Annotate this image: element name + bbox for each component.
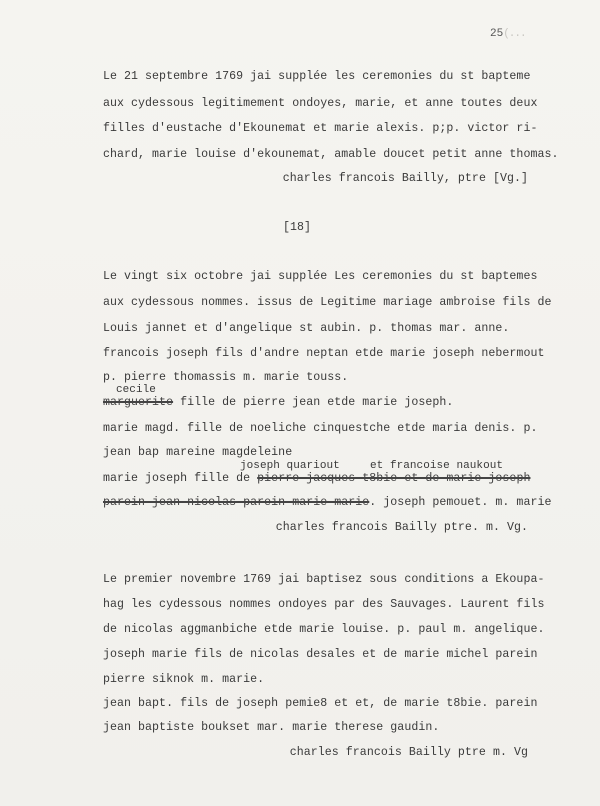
entry2-line-5: p. pierre thomassis m. marie touss. xyxy=(103,371,349,384)
marguerite-rest: fille de pierre jean etde marie joseph. xyxy=(173,396,454,409)
parein-struck: parein jean nicolas parein marie marie xyxy=(103,496,370,509)
entry2-line-parein xyxy=(103,496,551,510)
page-number-value: 25 xyxy=(490,28,504,40)
mj-start: marie joseph fille de xyxy=(103,472,258,485)
page-number-smudge: (... xyxy=(503,28,526,40)
entry3-line-6: jean bapt. fils de joseph pemie8 et et, de marie t8bie. parein xyxy=(103,697,538,710)
naukout-insert: et francoise naukout xyxy=(370,460,504,472)
entry2-line-magd: marie magd. fille de noeliche cinquestche etde maria denis. p. xyxy=(103,422,538,435)
entry2-line-marguerite xyxy=(103,396,453,410)
entry1-line-2: aux cydessous legitimement ondoyes, marie, et anne toutes deux xyxy=(103,97,538,110)
entry3-line-7: jean baptiste boukset mar. marie therese gaudin. xyxy=(103,721,440,734)
entry1-line-4: chard, marie louise d'ekounemat, amable doucet petit anne thomas. xyxy=(103,148,559,161)
entry1-signature: charles francois Bailly, ptre [Vg.] xyxy=(282,172,528,185)
entry2-line-marie-joseph xyxy=(103,472,530,486)
entry1-line-3: filles d'eustache d'Ekounemat et marie alexis. p;p. victor ri- xyxy=(103,122,538,135)
page-number xyxy=(490,28,526,40)
entry2-line-2: aux cydessous nommes. issus de Legitime mariage ambroise fils de xyxy=(103,296,552,309)
mj-struck: pierre jacques t8bie et de marie joseph xyxy=(257,472,531,485)
entry2-line-3: Louis jannet et d'angelique st aubin. p. thomas mar. anne. xyxy=(103,322,510,335)
entry2-line-1: Le vingt six octobre jai supplée Les ceremonies du st baptemes xyxy=(103,270,538,283)
entry2-signature: charles francois Bailly ptre. m. Vg. xyxy=(275,521,528,534)
entry1-line-1: Le 21 septembre 1769 jai supplée les ceremonies du st bapteme xyxy=(103,70,531,83)
section-marker: [18] xyxy=(282,221,312,234)
entry3-line-2: hag les cydessous nommes ondoyes par des Sauvages. Laurent fils xyxy=(103,598,545,611)
quariout-insert: joseph quariout xyxy=(240,460,340,472)
entry2-line-4: francois joseph fils d'andre neptan etde marie joseph nebermout xyxy=(103,347,545,360)
entry3-line-3: de nicolas aggmanbiche etde marie louise. p. paul m. angelique. xyxy=(103,623,545,636)
entry3-line-5: pierre siknok m. marie. xyxy=(103,673,265,686)
parein-rest: . joseph pemouet. m. marie xyxy=(369,496,552,509)
entry3-line-1: Le premier novembre 1769 jai baptisez sous conditions a Ekoupa- xyxy=(103,573,545,586)
entry3-line-4: joseph marie fils de nicolas desales et de marie michel parein xyxy=(103,648,538,661)
marguerite-struck: marguerite xyxy=(103,396,174,409)
entry2-line-jean-bap: jean bap mareine magdeleine xyxy=(103,446,293,459)
entry3-signature: charles francois Bailly ptre m. Vg xyxy=(289,746,528,759)
cecile-insert: cecile xyxy=(116,384,156,396)
